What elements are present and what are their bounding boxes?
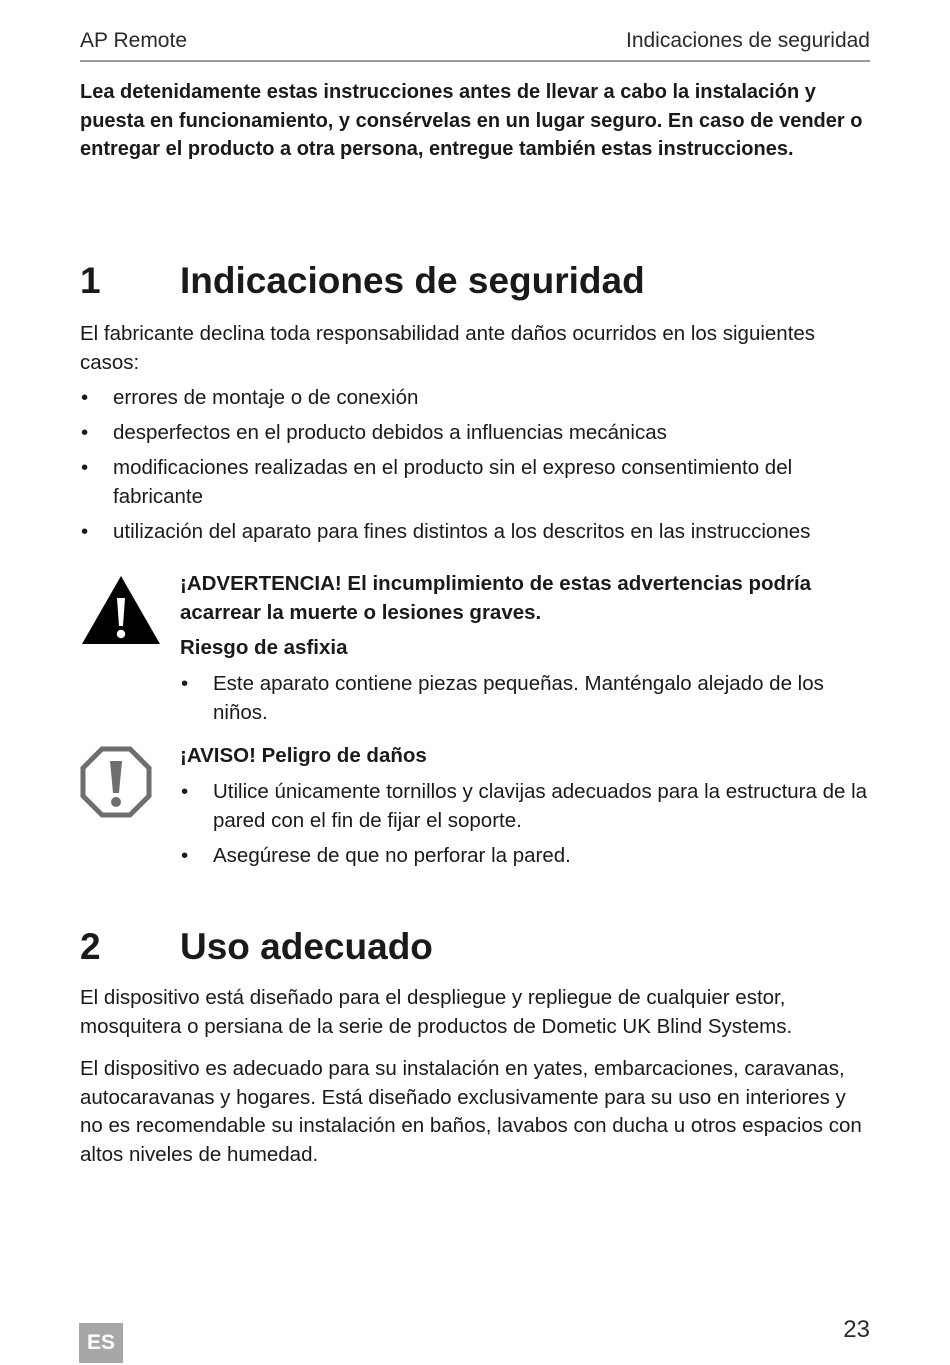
liability-list <box>80 384 840 553</box>
list-item: • errores de montaje o de conexión <box>80 384 840 413</box>
bullet: • <box>81 386 89 409</box>
section-title: Indicaciones de seguridad <box>180 260 645 301</box>
intro-notice: Lea detenidamente estas instrucciones antes de llevar a cabo la instalación y puesta en funcionamiento, y consérvelas en un lugar seguro. En caso de vender o entregar el producto a otra persona, entregue también estas instrucciones. <box>80 81 863 160</box>
section-2-paragraph: El dispositivo es adecuado para su instalación en yates, embarcaciones, caravanas, autocaravanas y hogares. Está diseñado exclusivamente para su uso en interiores y no es recomendable su instalación en baños, lavabos con ducha u otros espacios con altos niveles de humedad. <box>80 1057 862 1166</box>
bullet: • <box>81 421 89 444</box>
list-item: • desperfectos en el producto debidos a influencias mecánicas <box>80 419 840 448</box>
section-number: 1 <box>80 260 101 301</box>
bullet: • <box>81 519 89 543</box>
warning-list <box>180 670 860 734</box>
section-1-lead: El fabricante declina toda responsabilidad ante daños ocurridos en los siguientes casos: <box>80 322 816 374</box>
bullet: • <box>81 456 89 479</box>
running-header <box>80 28 870 62</box>
bullet: • <box>181 780 189 803</box>
bullet: • <box>181 672 189 695</box>
warning-heading: ¡ADVERTENCIA! El incumplimiento de estas advertencias podría acarrear la muerte o lesiones graves. <box>180 572 812 624</box>
header-section-name: Indicaciones de seguridad <box>625 29 870 52</box>
warning-subheading: Riesgo de asfixia <box>180 636 348 659</box>
header-product-name: AP Remote <box>80 29 187 52</box>
list-item: • utilización del aparato para fines distintos a los descritos en las instrucciones <box>80 518 840 547</box>
section-title: Uso adecuado <box>180 926 433 967</box>
list-item: • modificaciones realizadas en el producto sin el expreso consentimiento del fabricante <box>81 456 793 508</box>
list-item: • Este aparato contiene piezas pequeñas. Manténgalo alejado de los niños. <box>181 672 824 724</box>
page-number: 23 <box>843 1316 870 1343</box>
notice-list <box>180 778 870 877</box>
section-2-paragraph: El dispositivo está diseñado para el despliegue y repliegue de cualquier estor, mosquitera o persiana de la serie de productos de Dometic UK Blind Systems. <box>80 986 793 1038</box>
bullet: • <box>181 843 189 867</box>
warning-triangle-icon <box>80 574 162 651</box>
notice-heading: ¡AVISO! Peligro de daños <box>180 744 427 767</box>
language-tab: ES <box>79 1323 123 1363</box>
list-item: • Asegúrese de que no perforar la pared. <box>180 842 870 871</box>
list-item: • Utilice únicamente tornillos y clavijas adecuados para la estructura de la pared con el fin de fijar el soporte. <box>181 780 868 832</box>
section-number: 2 <box>80 926 101 967</box>
notice-octagon-icon <box>80 746 152 823</box>
